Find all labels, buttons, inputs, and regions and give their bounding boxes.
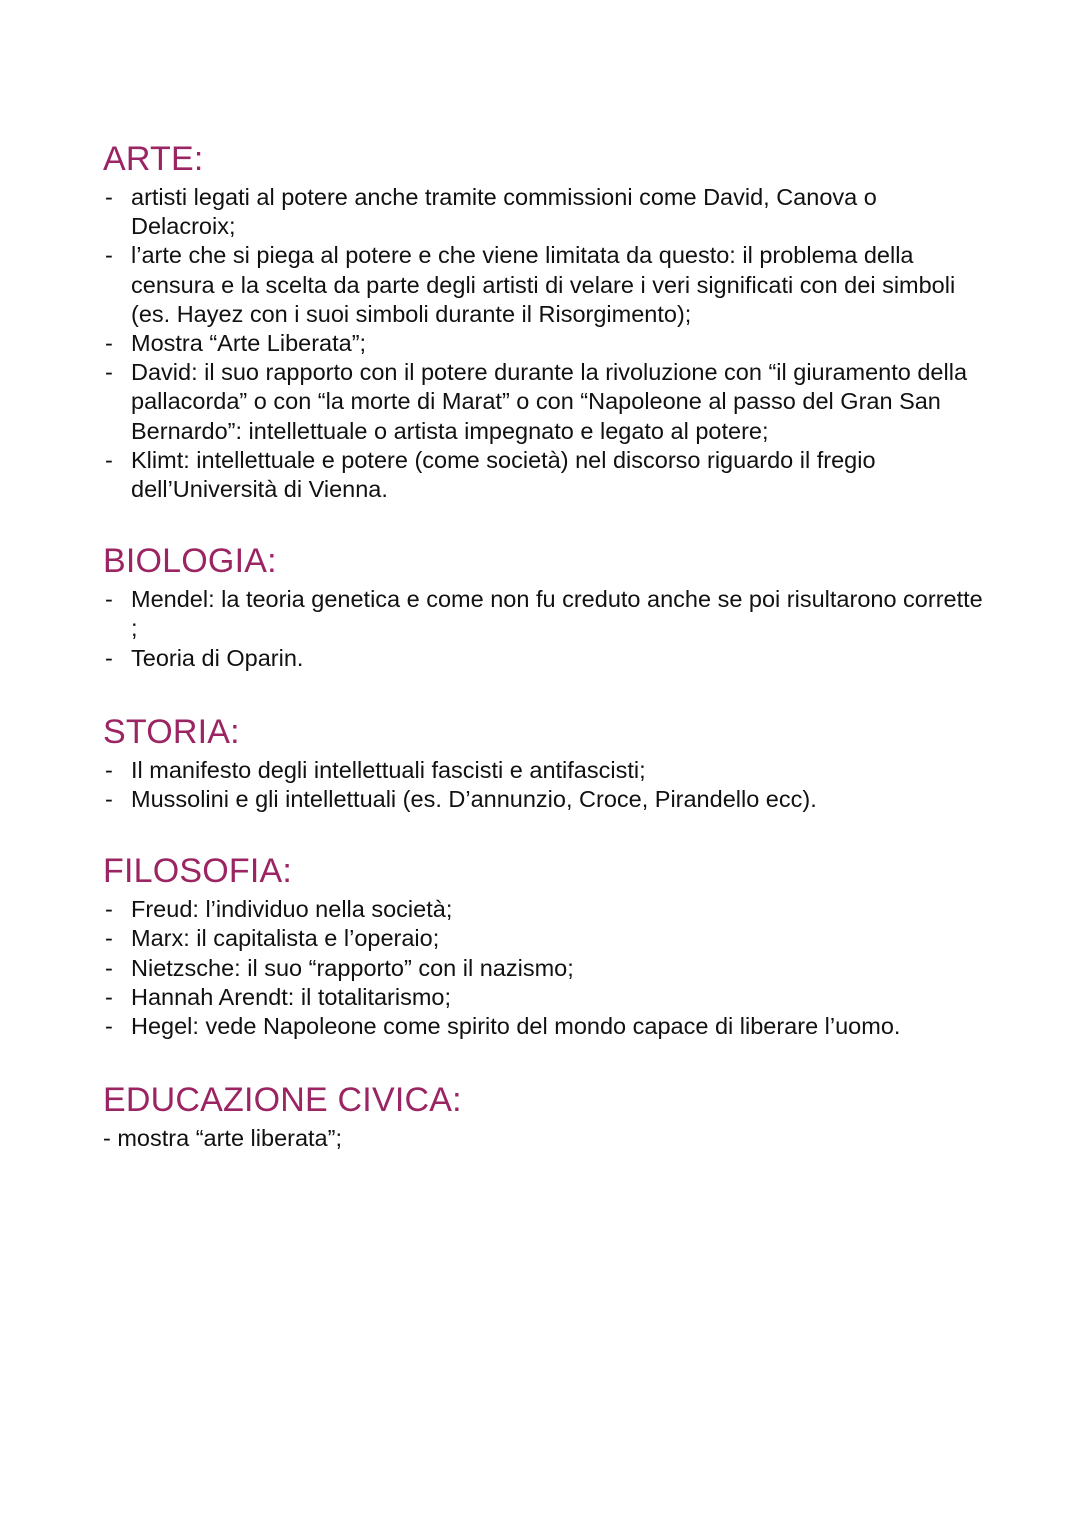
section-heading: BIOLOGIA: xyxy=(103,542,277,581)
bullet-list xyxy=(103,756,983,814)
section-filosofia xyxy=(103,849,983,1041)
bullet-list xyxy=(103,585,983,673)
list-item: - Hegel: vede Napoleone come spirito del mondo capace di liberare l’uomo. xyxy=(103,1012,983,1041)
section-heading: STORIA: xyxy=(103,712,240,751)
list-item: - Nietzsche: il suo “rapporto” con il nazismo; xyxy=(103,954,983,983)
section-heading: FILOSOFIA: xyxy=(103,852,293,891)
list-item: - Freud: l’individuo nella società; xyxy=(103,895,983,924)
list-item: - Klimt: intellettuale e potere (come società) nel discorso riguardo il fregio dell’Università di Vienna. xyxy=(103,446,983,504)
document-page xyxy=(103,137,983,1153)
list-item: - David: il suo rapporto con il potere durante la rivoluzione con “il giuramento della pallacorda” o con “la morte di Marat” o con “Napoleone al passo del Gran San Bernardo”: intellettuale o artista impegnato e legato al potere; xyxy=(103,358,983,446)
section-heading: EDUCAZIONE CIVICA: xyxy=(103,1081,462,1120)
section-heading: ARTE: xyxy=(103,140,204,178)
list-item: - Teoria di Oparin. xyxy=(103,644,983,673)
list-item: - Marx: il capitalista e l’operaio; xyxy=(103,924,983,953)
section-biologia xyxy=(103,539,983,673)
list-item: - l’arte che si piega al potere e che viene limitata da questo: il problema della censura e la scelta da parte degli artisti di velare i veri significati con dei simboli (es. Hayez con i suoi simboli durante il Risorgimento); xyxy=(103,241,983,329)
list-item: - Hannah Arendt: il totalitarismo; xyxy=(103,983,983,1012)
bullet-list xyxy=(103,183,983,504)
section-educazione-civica xyxy=(103,1078,983,1153)
list-item: - Mussolini e gli intellettuali (es. D’annunzio, Croce, Pirandello ecc). xyxy=(103,785,983,814)
list-item: - Mendel: la teoria genetica e come non fu creduto anche se poi risultarono corrette ; xyxy=(103,585,983,643)
bullet-list xyxy=(103,895,983,1041)
list-item: - Mostra “Arte Liberata”; xyxy=(103,329,983,358)
section-arte xyxy=(103,137,983,504)
plain-line: - mostra “arte liberata”; xyxy=(103,1125,342,1152)
list-item: - Il manifesto degli intellettuali fascisti e antifascisti; xyxy=(103,756,983,785)
list-item: - artisti legati al potere anche tramite commissioni come David, Canova o Delacroix; xyxy=(103,183,983,241)
section-storia xyxy=(103,710,983,814)
